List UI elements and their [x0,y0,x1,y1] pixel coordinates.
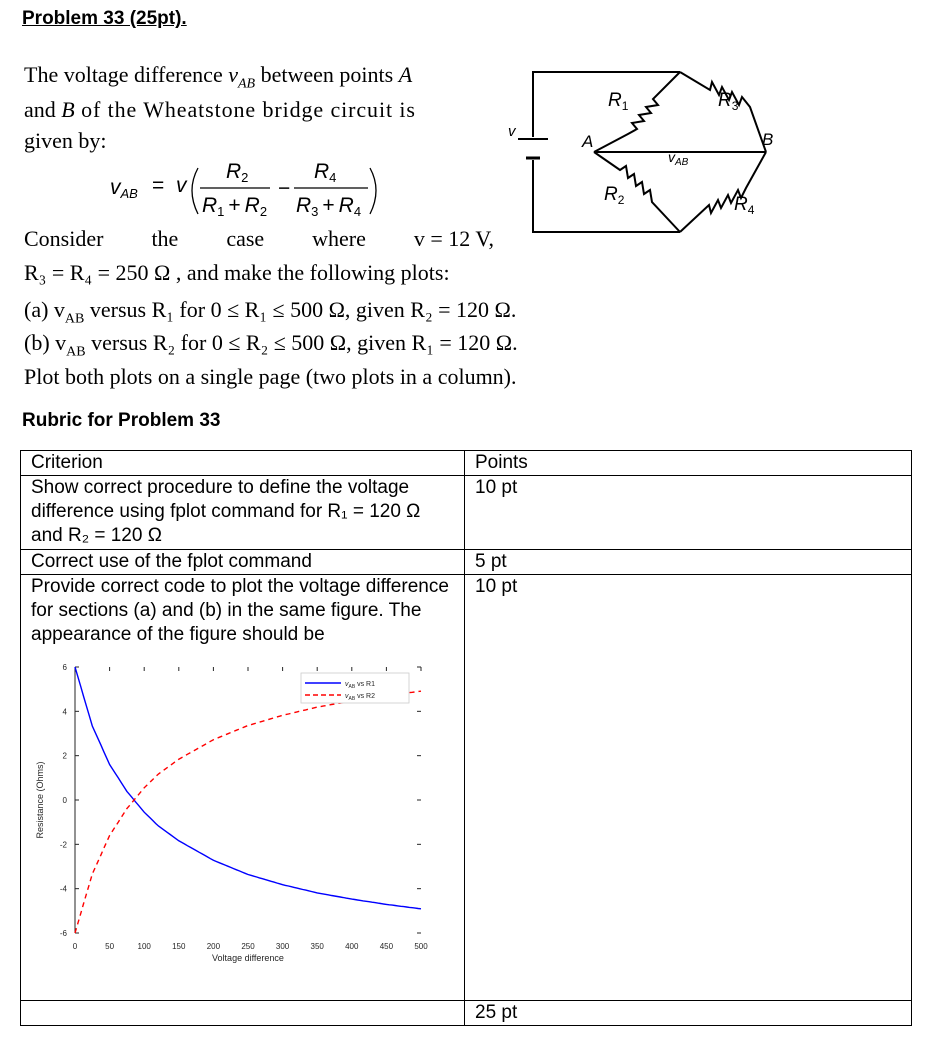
criterion-text: Show correct procedure to define the voltage difference using fplot command for R₁ = 120 Ω and R₂ = 120 Ω [31,477,421,546]
wheatstone-circuit [500,62,790,247]
part-a-text: versus R₁ for 0 ≤ R₁ ≤ 500 Ω, given R₂ = 120 Ω. [84,297,517,322]
header-criterion: Criterion [21,451,465,476]
frac1-num: R2 [226,160,249,185]
problem-line-5: R₃ = R₄ = 250 Ω , and make the following plots: [24,260,450,285]
problem-last-line: Plot both plots on a single page (two plots in a column). [24,364,517,389]
node-a-label: A [582,132,594,151]
r3-label: $R_3$ [718,90,739,113]
rubric-table [20,450,912,1026]
word: Consider [24,226,104,251]
word: where [312,226,366,251]
x-tick-label: 400 [345,942,359,951]
rubric-title: Rubric for Problem 33 [22,410,221,431]
part-b-label: (b) v [24,330,67,355]
right-paren [370,168,376,214]
series-line-2 [75,691,421,933]
problem-line-3: given by: [24,128,107,153]
problem-part-b [24,330,518,360]
vab-formula [100,152,400,228]
node-b-label: B [762,130,774,149]
r2-label: $R_2$ [604,184,625,207]
legend-label-2: $v_{AB}$ vs R2 [345,693,376,702]
resistor-r1 [594,72,680,152]
x-tick-label: 500 [414,942,428,951]
text-segment: and [24,97,62,122]
criterion-cell [21,575,465,1001]
var-v: v [228,62,238,87]
r1-label: $R_1$ [608,90,629,113]
x-tick-label: 100 [137,942,151,951]
part-a-sub: AB [64,311,85,327]
criterion-text: Correct use of the fplot command [31,551,312,572]
table-row [21,476,912,550]
formula-eq: = [152,174,165,197]
total-points-cell: 25 pt [465,1001,912,1026]
x-tick-label: 200 [206,942,221,951]
frac1-den: R1 + R2 [202,194,268,219]
word: case [226,226,265,251]
table-row [21,575,912,1001]
var-sub: AB [237,76,256,92]
part-a-label: (a) v [24,297,65,322]
x-tick-label: 450 [379,942,394,951]
x-tick-label: 50 [105,942,115,951]
y-tick-label: -2 [59,840,67,850]
problem-line-4 [24,226,494,252]
y-tick-label: -6 [59,929,67,938]
resistor-r3 [680,72,766,152]
word: the [151,226,179,251]
table-total-row [21,1001,912,1026]
x-tick-label: 300 [275,942,290,951]
table-header-row [21,451,912,476]
total-criterion-cell [21,1001,465,1026]
x-tick-label: 0 [72,942,78,951]
points-cell: 10 pt [465,575,912,1001]
y-tick-label: 0 [62,796,67,805]
formula-v: v [176,174,187,197]
vab-label: $v_{AB}$ [668,149,689,168]
r4-label: $R_4$ [734,194,755,217]
var-A: A [398,62,413,87]
var-B: B [61,97,75,122]
criterion-text: Provide correct code to plot the voltage difference for sections (a) and (b) in the same figure. The appearance of the figure should be [31,576,449,645]
problem-part-a [24,297,516,327]
part-b-text: versus R₂ for 0 ≤ R₂ ≤ 500 Ω, given R₁ = 120 Ω. [85,330,518,355]
points-cell: 10 pt [465,476,912,550]
formula-minus: − [278,177,291,200]
criterion-cell [21,476,465,550]
y-tick-label: 2 [62,751,67,761]
x-tick-label: 150 [172,942,186,951]
x-tick-label: 350 [310,942,324,951]
x-tick-label: 250 [241,942,255,951]
left-paren [192,168,198,214]
points-cell: 5 pt [465,550,912,575]
source-label: v [508,123,516,140]
frac2-num: R4 [314,160,337,185]
problem-line-2 [24,97,416,123]
text-segment: The voltage difference [24,62,229,87]
header-points: Points [465,451,912,476]
y-axis-label: Resistance (Ohms) [35,761,45,839]
text-segment: of the Wheatstone bridge circuit is [74,97,416,122]
vab-chart [31,657,451,987]
frac2-den: R3 + R4 [296,194,362,219]
resistor-r4 [680,152,766,232]
legend-label-1: $v_{AB}$ vs R1 [345,681,376,690]
condition: v = 12 V, [413,226,494,251]
problem-title: Problem 33 (25pt). [22,8,187,29]
formula-lhs: vAB [110,176,138,201]
table-row [21,550,912,575]
criterion-cell [21,550,465,575]
text-segment: between points [255,62,399,87]
x-axis-label: Voltage difference [212,953,284,963]
y-tick-label: 6 [62,663,67,672]
problem-line-1 [24,62,412,92]
y-tick-label: -4 [59,884,67,894]
part-b-sub: AB [66,344,86,360]
y-tick-label: 4 [62,707,67,717]
